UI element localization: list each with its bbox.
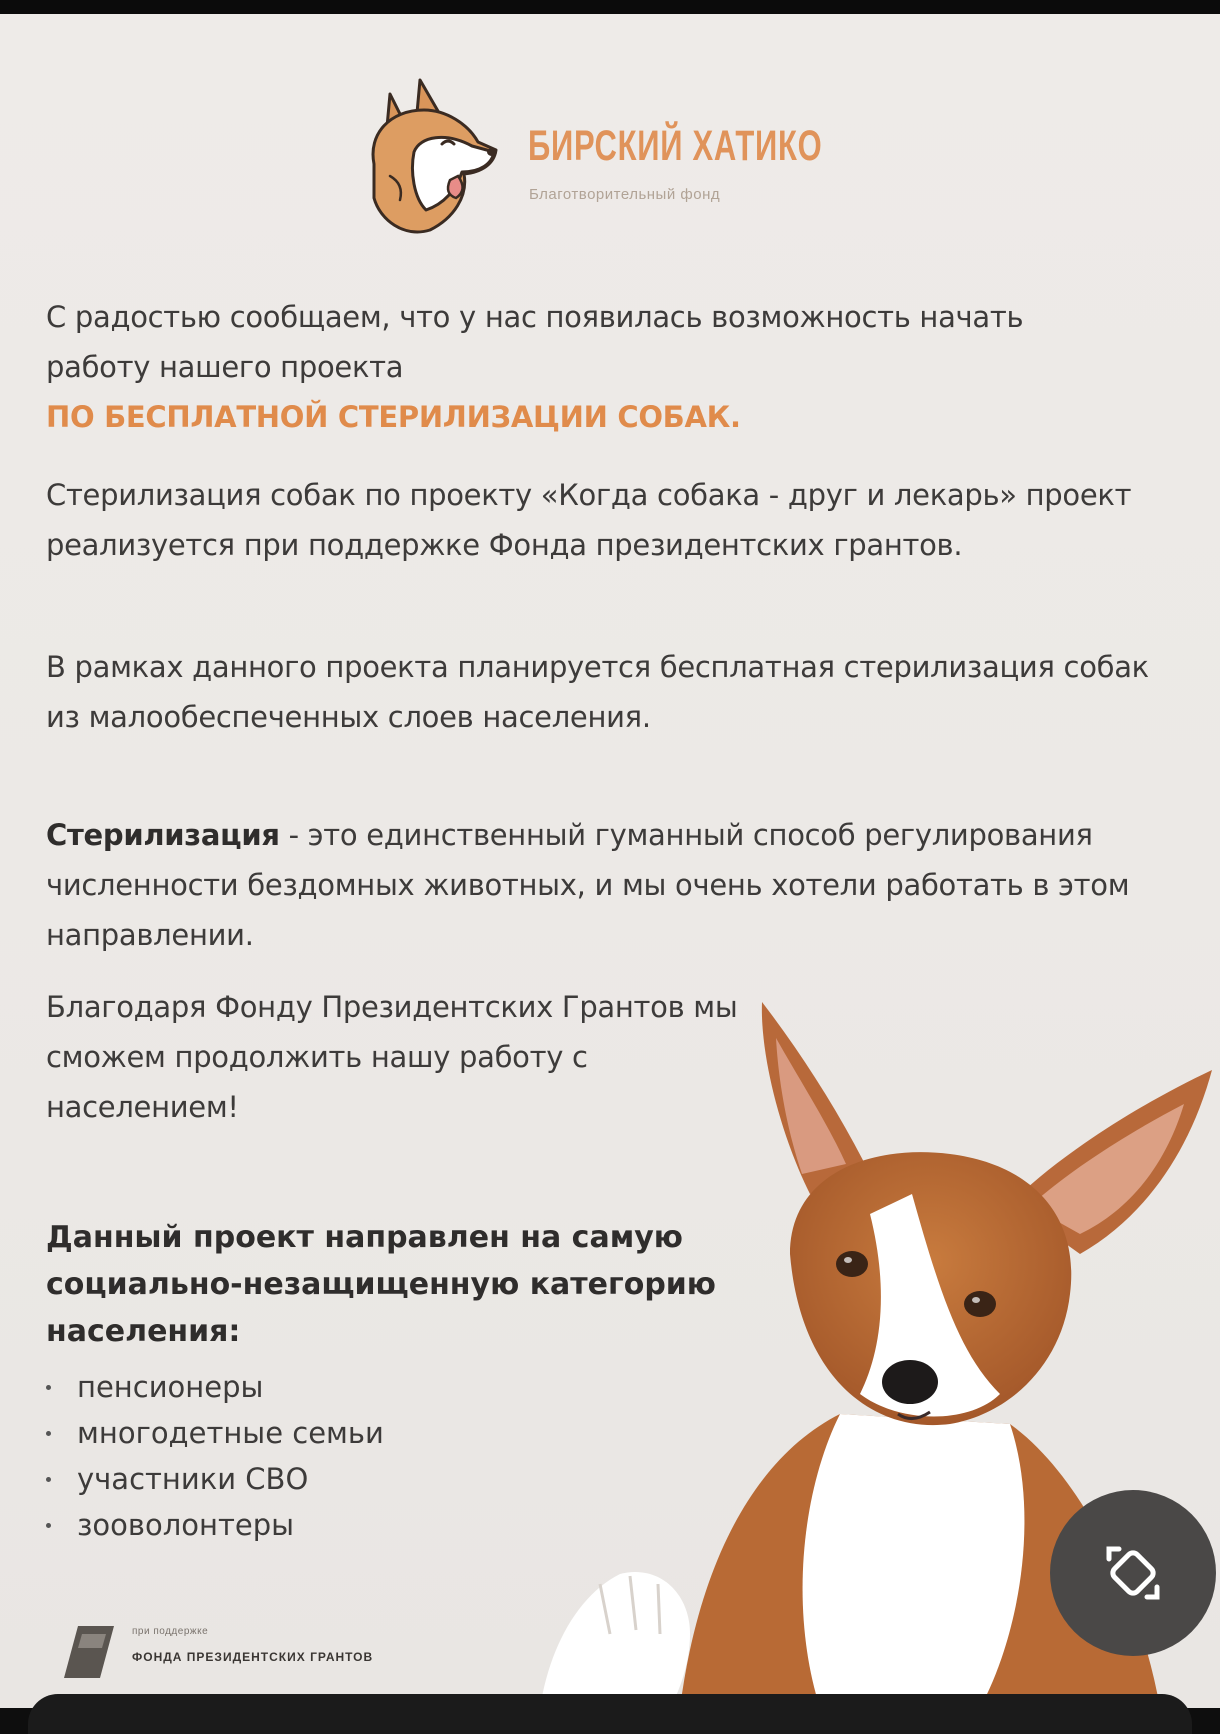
sterilization-bold: Стерилизация <box>46 818 280 852</box>
list-item: зооволонтеры <box>46 1502 384 1548</box>
list-item: многодетные семьи <box>46 1410 384 1456</box>
bullet-dot-icon <box>46 1523 51 1528</box>
google-lens-icon <box>1099 1539 1167 1607</box>
charity-poster <box>0 14 1220 1708</box>
target-list <box>46 1364 384 1548</box>
lens-button[interactable] <box>1050 1490 1216 1656</box>
grants-support-label: при поддержке <box>132 1626 209 1637</box>
list-item: участники СВО <box>46 1456 384 1502</box>
brand-subtitle: Благотворительный фонд <box>529 186 721 203</box>
status-bar-strip <box>0 0 1220 14</box>
shiba-dog-logo-icon <box>360 72 500 242</box>
bullet-dot-icon <box>46 1431 51 1436</box>
brand-name: БИРСКИЙ ХАТИКО <box>528 122 823 170</box>
paragraph-sterilization <box>46 810 1186 960</box>
intro-highlight: ПО БЕСПЛАТНОЙ СТЕРИЛИЗАЦИИ СОБАК. <box>46 400 741 434</box>
bottom-sheet-handle[interactable] <box>28 1694 1192 1734</box>
paragraph-thanks: Благодаря Фонду Президентских Грантов мы сможем продолжить нашу работу с населением! <box>46 990 738 1124</box>
bullet-dot-icon <box>46 1477 51 1482</box>
paragraph-project: Стерилизация собак по проекту «Когда собака - друг и лекарь» проект реализуется при поддержке Фонда президентских грантов. <box>46 478 1132 562</box>
paragraph-plan: В рамках данного проекта планируется бесплатная стерилизация собак из малообеспеченных слоев населения. <box>46 650 1149 734</box>
intro-paragraph <box>46 292 1046 442</box>
grants-fund-logo-icon <box>60 1622 116 1682</box>
target-heading: Данный проект направлен на самую социально-незащищенную категорию населения: <box>46 1220 716 1349</box>
intro-lead: С радостью сообщаем, что у нас появилась возможность начать работу нашего проекта <box>46 300 1024 384</box>
bullet-dot-icon <box>46 1385 51 1390</box>
grants-fund-name: ФОНДА ПРЕЗИДЕНТСКИХ ГРАНТОВ <box>132 1650 374 1664</box>
list-item: пенсионеры <box>46 1364 384 1410</box>
sterilization-rest: - это единственный гуманный способ регулирования численности бездомных животных, и мы очень хотели работать в этом направлении. <box>46 818 1130 952</box>
